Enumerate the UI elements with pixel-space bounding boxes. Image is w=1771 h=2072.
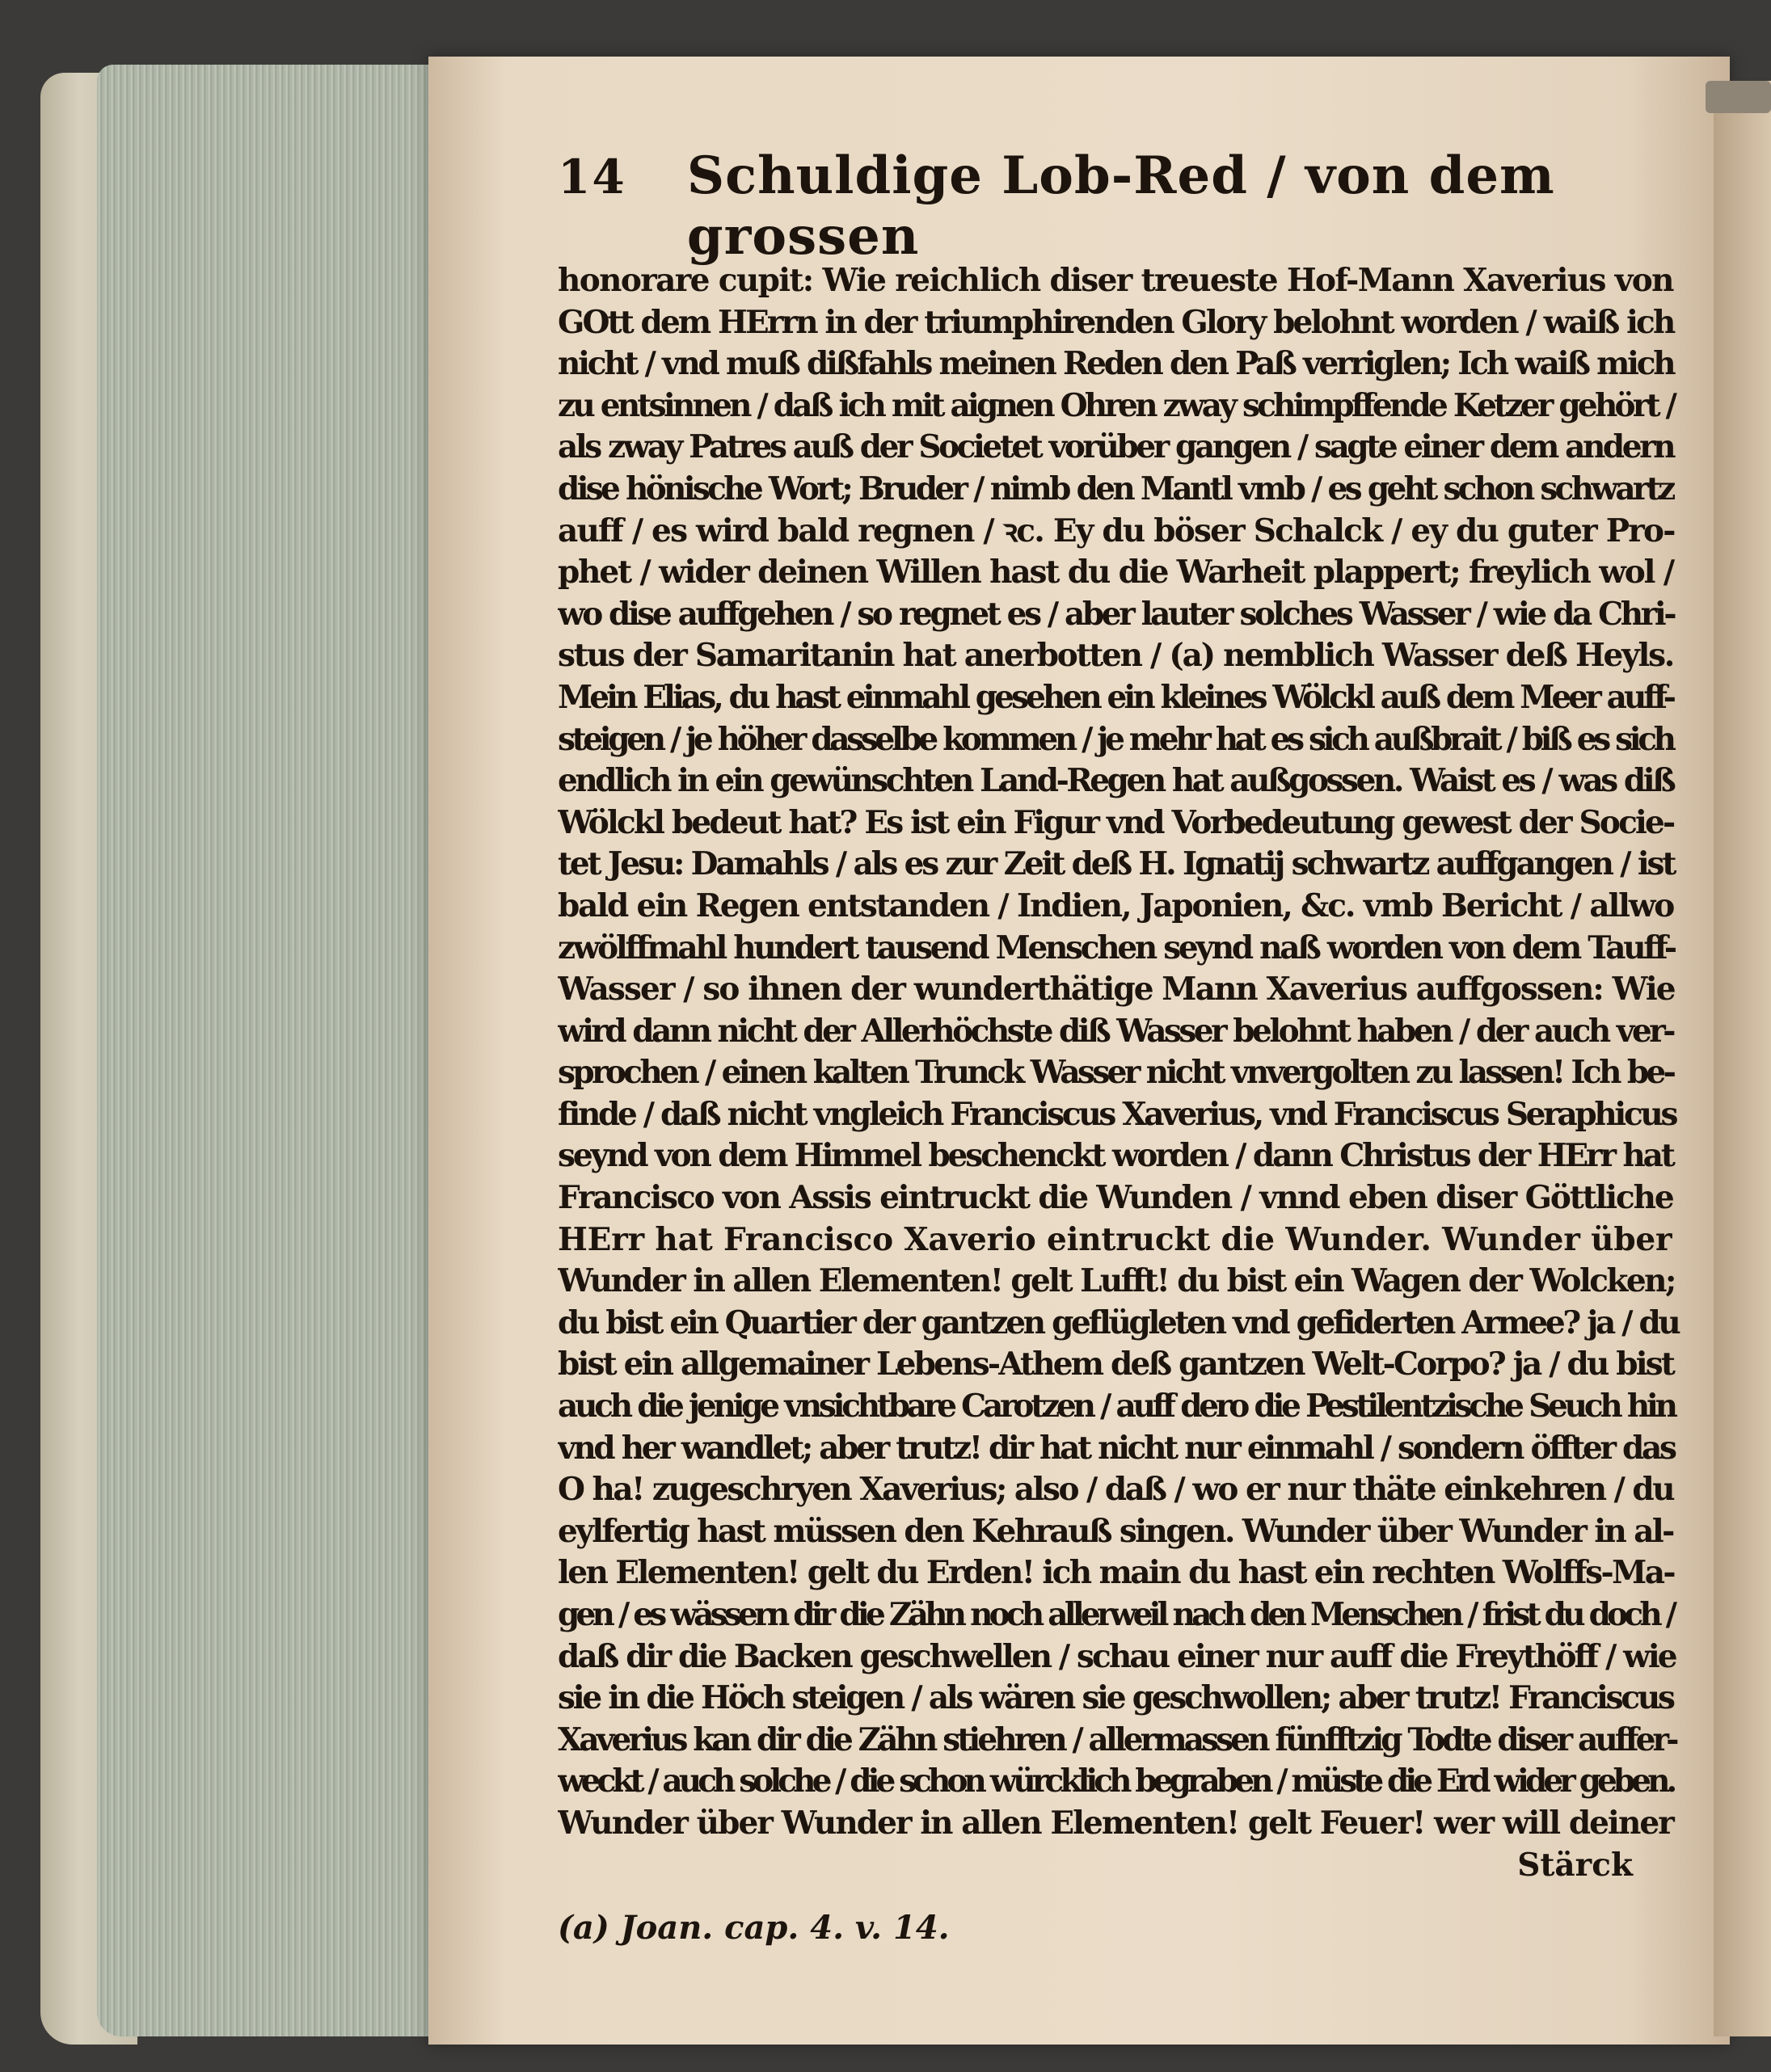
text-line: vnd her wandlet; aber trutz! dir hat nicht nur einmahl / sondern öffter das [558,1429,1675,1467]
text-line: Wölckl bedeut hat? Es ist ein Figur vnd Vorbedeutung gewest der Socie- [558,803,1674,841]
text-line: nicht / vnd muß dißfahls meinen Reden den Paß verriglen; Ich waiß mich [558,345,1674,383]
book-clasp [1706,81,1771,113]
text-line: daß dir die Backen geschwellen / schau einer nur auff die Freythöff / wie [558,1637,1676,1675]
text-line: stus der Samaritanin hat anerbotten / (a) nemblich Wasser deß Heyls. [558,637,1674,675]
text-line: zu entsinnen / daß ich mit aignen Ohren zway schimpffende Ketzer gehört / [558,386,1675,424]
page-block-edges [97,65,445,2036]
text-line: finde / daß nicht vngleich Franciscus Xaverius, vnd Franciscus Seraphicus [558,1095,1676,1133]
text-line: tet Jesu: Damahls / als es zur Zeit deß H. Ignatij schwartz auffgangen / ist [558,845,1675,883]
text-line: O ha! zugeschryen Xaverius; also / daß / wo er nur thäte einkehren / du [558,1471,1674,1509]
text-line: du bist ein Quartier der gantzen geflügleten vnd gefiderten Armee? ja / du [558,1303,1679,1341]
text-line: auff / es wird bald regnen / ꝛc. Ey du böser Schalck / ey du guter Pro- [558,512,1675,550]
text-line: wird dann nicht der Allerhöchste diß Wasser belohnt haben / der auch ver- [558,1012,1673,1050]
text-line: GOtt dem HErrn in der triumphirenden Glory belohnt worden / waiß ich [558,303,1674,341]
page-header [558,145,1681,267]
footnote: (a) Joan. cap. 4. v. 14. [558,1909,950,1948]
facing-page-edge [1714,81,1771,2036]
text-line: Wunder über Wunder in allen Elementen! gelt Feuer! wer will deiner [558,1804,1673,1842]
text-line: seynd von dem Himmel beschenckt worden / dann Christus der HErr hat [558,1137,1673,1175]
page-content [558,145,1681,1947]
text-line: steigen / je höher dasselbe kommen / je mehr hat es sich außbrait / biß es sich [558,720,1673,758]
text-line: Wunder in allen Elementen! gelt Lufft! du bist ein Wagen der Wolcken; [558,1262,1675,1300]
page-number: 14 [558,150,626,204]
text-line: sie in die Höch steigen / als wären sie geschwollen; aber trutz! Franciscus [558,1679,1673,1717]
text-line: honorare cupit: Wie reichlich diser treueste Hof-Mann Xaverius von [558,262,1673,299]
text-line: HErr hat Francisco Xaverio eintruckt die Wunder. Wunder über [558,1220,1672,1258]
text-line: wo dise auffgehen / so regnet es / aber lauter solches Wasser / wie da Chri- [558,595,1675,633]
text-line: Xaverius kan dir die Zähn stiehren / allermassen fünfftzig Todte diser auffer- [558,1720,1676,1758]
text-line: zwölffmahl hundert tausend Menschen seynd naß worden von dem Tauff- [558,929,1675,967]
text-line: weckt / auch solche / die schon würcklich begraben / müste die Erd wider geben. [558,1762,1674,1800]
text-line: eylfertig hast müssen den Kehrauß singen. Wunder über Wunder in al- [558,1512,1673,1550]
text-line: auch die jenige vnsichtbare Carotzen / auff dero die Pestilentzische Seuch hin [558,1388,1675,1426]
text-line: als zway Patres auß der Societet vorüber gangen / sagte einer dem andern [558,428,1674,466]
text-line: bist ein allgemainer Lebens-Athem deß gantzen Welt-Corpo? ja / du bist [558,1346,1674,1383]
body-text [558,260,1681,1845]
text-line: dise hönische Wort; Bruder / nimb den Mantl vmb / es geht schon schwartz [558,470,1673,507]
text-line: len Elementen! gelt du Erden! ich main du hast ein rechten Wolffs-Ma- [558,1554,1675,1592]
text-line: bald ein Regen entstanden / Indien, Japonien, &c. vmb Bericht / allwo [558,886,1674,924]
text-line: gen / es wässern dir die Zähn noch allerweil nach den Menschen / frist du doch / [558,1596,1674,1633]
running-head: Schuldige Lob-Red / von dem grossen [686,145,1555,267]
catchword: Stärck [1517,1846,1633,1884]
text-line: phet / wider deinen Willen hast du die Warheit plappert; freylich wol / [558,554,1673,592]
text-line: sprochen / einen kalten Trunck Wasser nicht vnvergolten zu lassen! Ich be- [558,1054,1674,1092]
text-line: Francisco von Assis eintruckt die Wunden / vnnd eben diser Göttliche [558,1179,1673,1217]
text-line: endlich in ein gewünschten Land-Regen hat außgossen. Waist es / was diß [558,762,1674,800]
text-line: Mein Elias, du hast einmahl gesehen ein kleines Wölckl auß dem Meer auff- [558,678,1674,716]
text-line: Wasser / so ihnen der wunderthätige Mann Xaverius auffgossen: Wie [558,971,1675,1009]
